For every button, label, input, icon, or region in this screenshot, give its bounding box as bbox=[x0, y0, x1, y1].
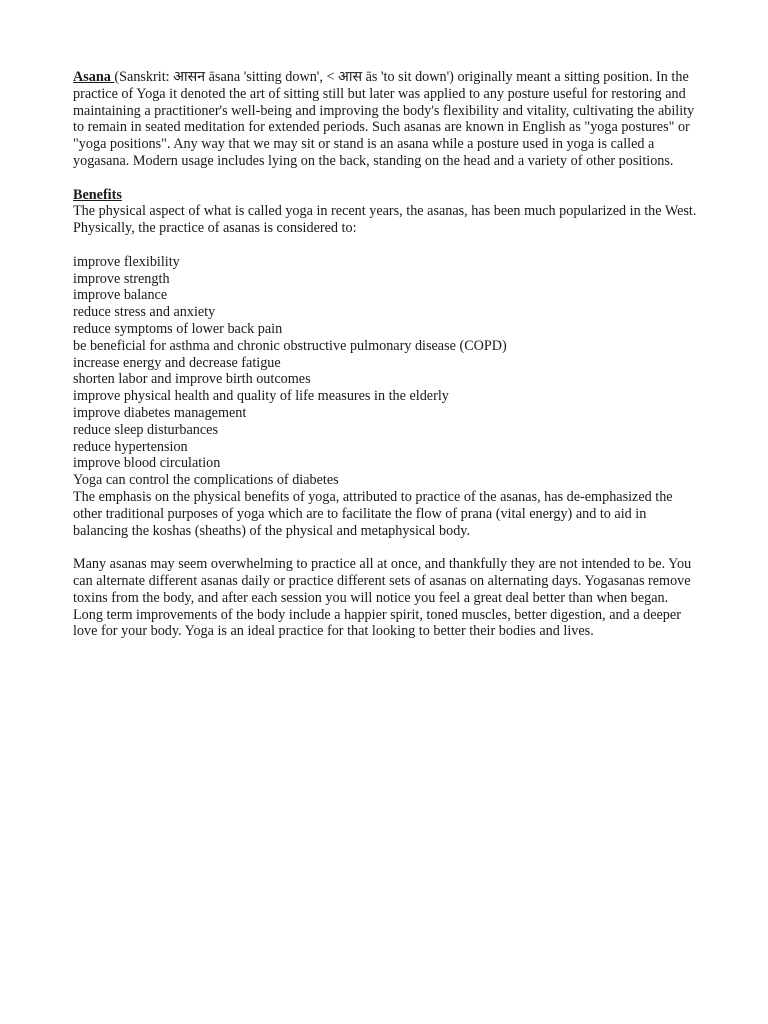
list-item: reduce stress and anxiety bbox=[73, 304, 216, 321]
list-item: shorten labor and improve birth outcomes bbox=[73, 371, 311, 388]
paragraph-gap bbox=[73, 170, 699, 187]
benefits-list bbox=[73, 254, 699, 489]
list-item: reduce sleep disturbances bbox=[73, 421, 218, 438]
list-item: be beneficial for asthma and chronic obstructive pulmonary disease (COPD) bbox=[73, 337, 507, 354]
list-item: reduce hypertension bbox=[73, 438, 188, 455]
benefits-intro: The physical aspect of what is called yoga in recent years, the asanas, has been much popularized in the West. Physically, the practice of asanas is considered to: bbox=[73, 203, 697, 237]
list-item: improve physical health and quality of life measures in the elderly bbox=[73, 388, 449, 405]
intro-text: (Sanskrit: आसन āsana 'sitting down', < आस ās 'to sit down') originally meant a sitting position. In the practice of Yoga it denoted the art of sitting still but later was applied to any posture useful for restoring and maintaining a practitioner's well-being and improving the body's flexibility and vitality, cultivating the ability to remain in seated meditation for extended periods. Such asanas are known in English as "yoga postures" or "yoga positions". Any way that we may sit or stand is an asana while a posture used in yoga is called a yogasana. Modern usage includes lying on the back, standing on the head and a variety of other positions. bbox=[73, 69, 695, 169]
list-item: improve strength bbox=[73, 270, 170, 287]
closing-paragraph: Many asanas may seem overwhelming to practice all at once, and thankfully they are not intended to be. You can alternate different asanas daily or practice different sets of asanas on alternating days. Yogasanas remove toxins from the body, and after each session you will notice you feel a great deal better than when began. Long term improvements of the body include a happier spirit, toned muscles, better digestion, and a deeper love for your body. Yoga is an ideal practice for that looking to better their bodies and lives. bbox=[73, 556, 692, 640]
list-item: improve diabetes management bbox=[73, 404, 247, 421]
asana-term: Asana bbox=[73, 69, 111, 85]
benefits-heading: Benefits bbox=[73, 186, 122, 203]
list-item: reduce symptoms of lower back pain bbox=[73, 320, 283, 337]
paragraph-gap bbox=[73, 237, 699, 254]
list-item: improve flexibility bbox=[73, 253, 180, 270]
list-item: increase energy and decrease fatigue bbox=[73, 354, 281, 371]
list-item: improve blood circulation bbox=[73, 455, 221, 472]
paragraph-gap bbox=[73, 539, 699, 556]
emphasis-paragraph: The emphasis on the physical benefits of yoga, attributed to practice of the asanas, has de-emphasized the other traditional purposes of yoga which are to facilitate the flow of prana (vital energy) and to aid in balancing the koshas (sheaths) of the physical and metaphysical body. bbox=[73, 488, 673, 539]
document-page bbox=[73, 69, 699, 640]
intro-paragraph bbox=[73, 69, 699, 170]
list-item: Yoga can control the complications of diabetes bbox=[73, 472, 339, 489]
list-item: improve balance bbox=[73, 287, 168, 304]
